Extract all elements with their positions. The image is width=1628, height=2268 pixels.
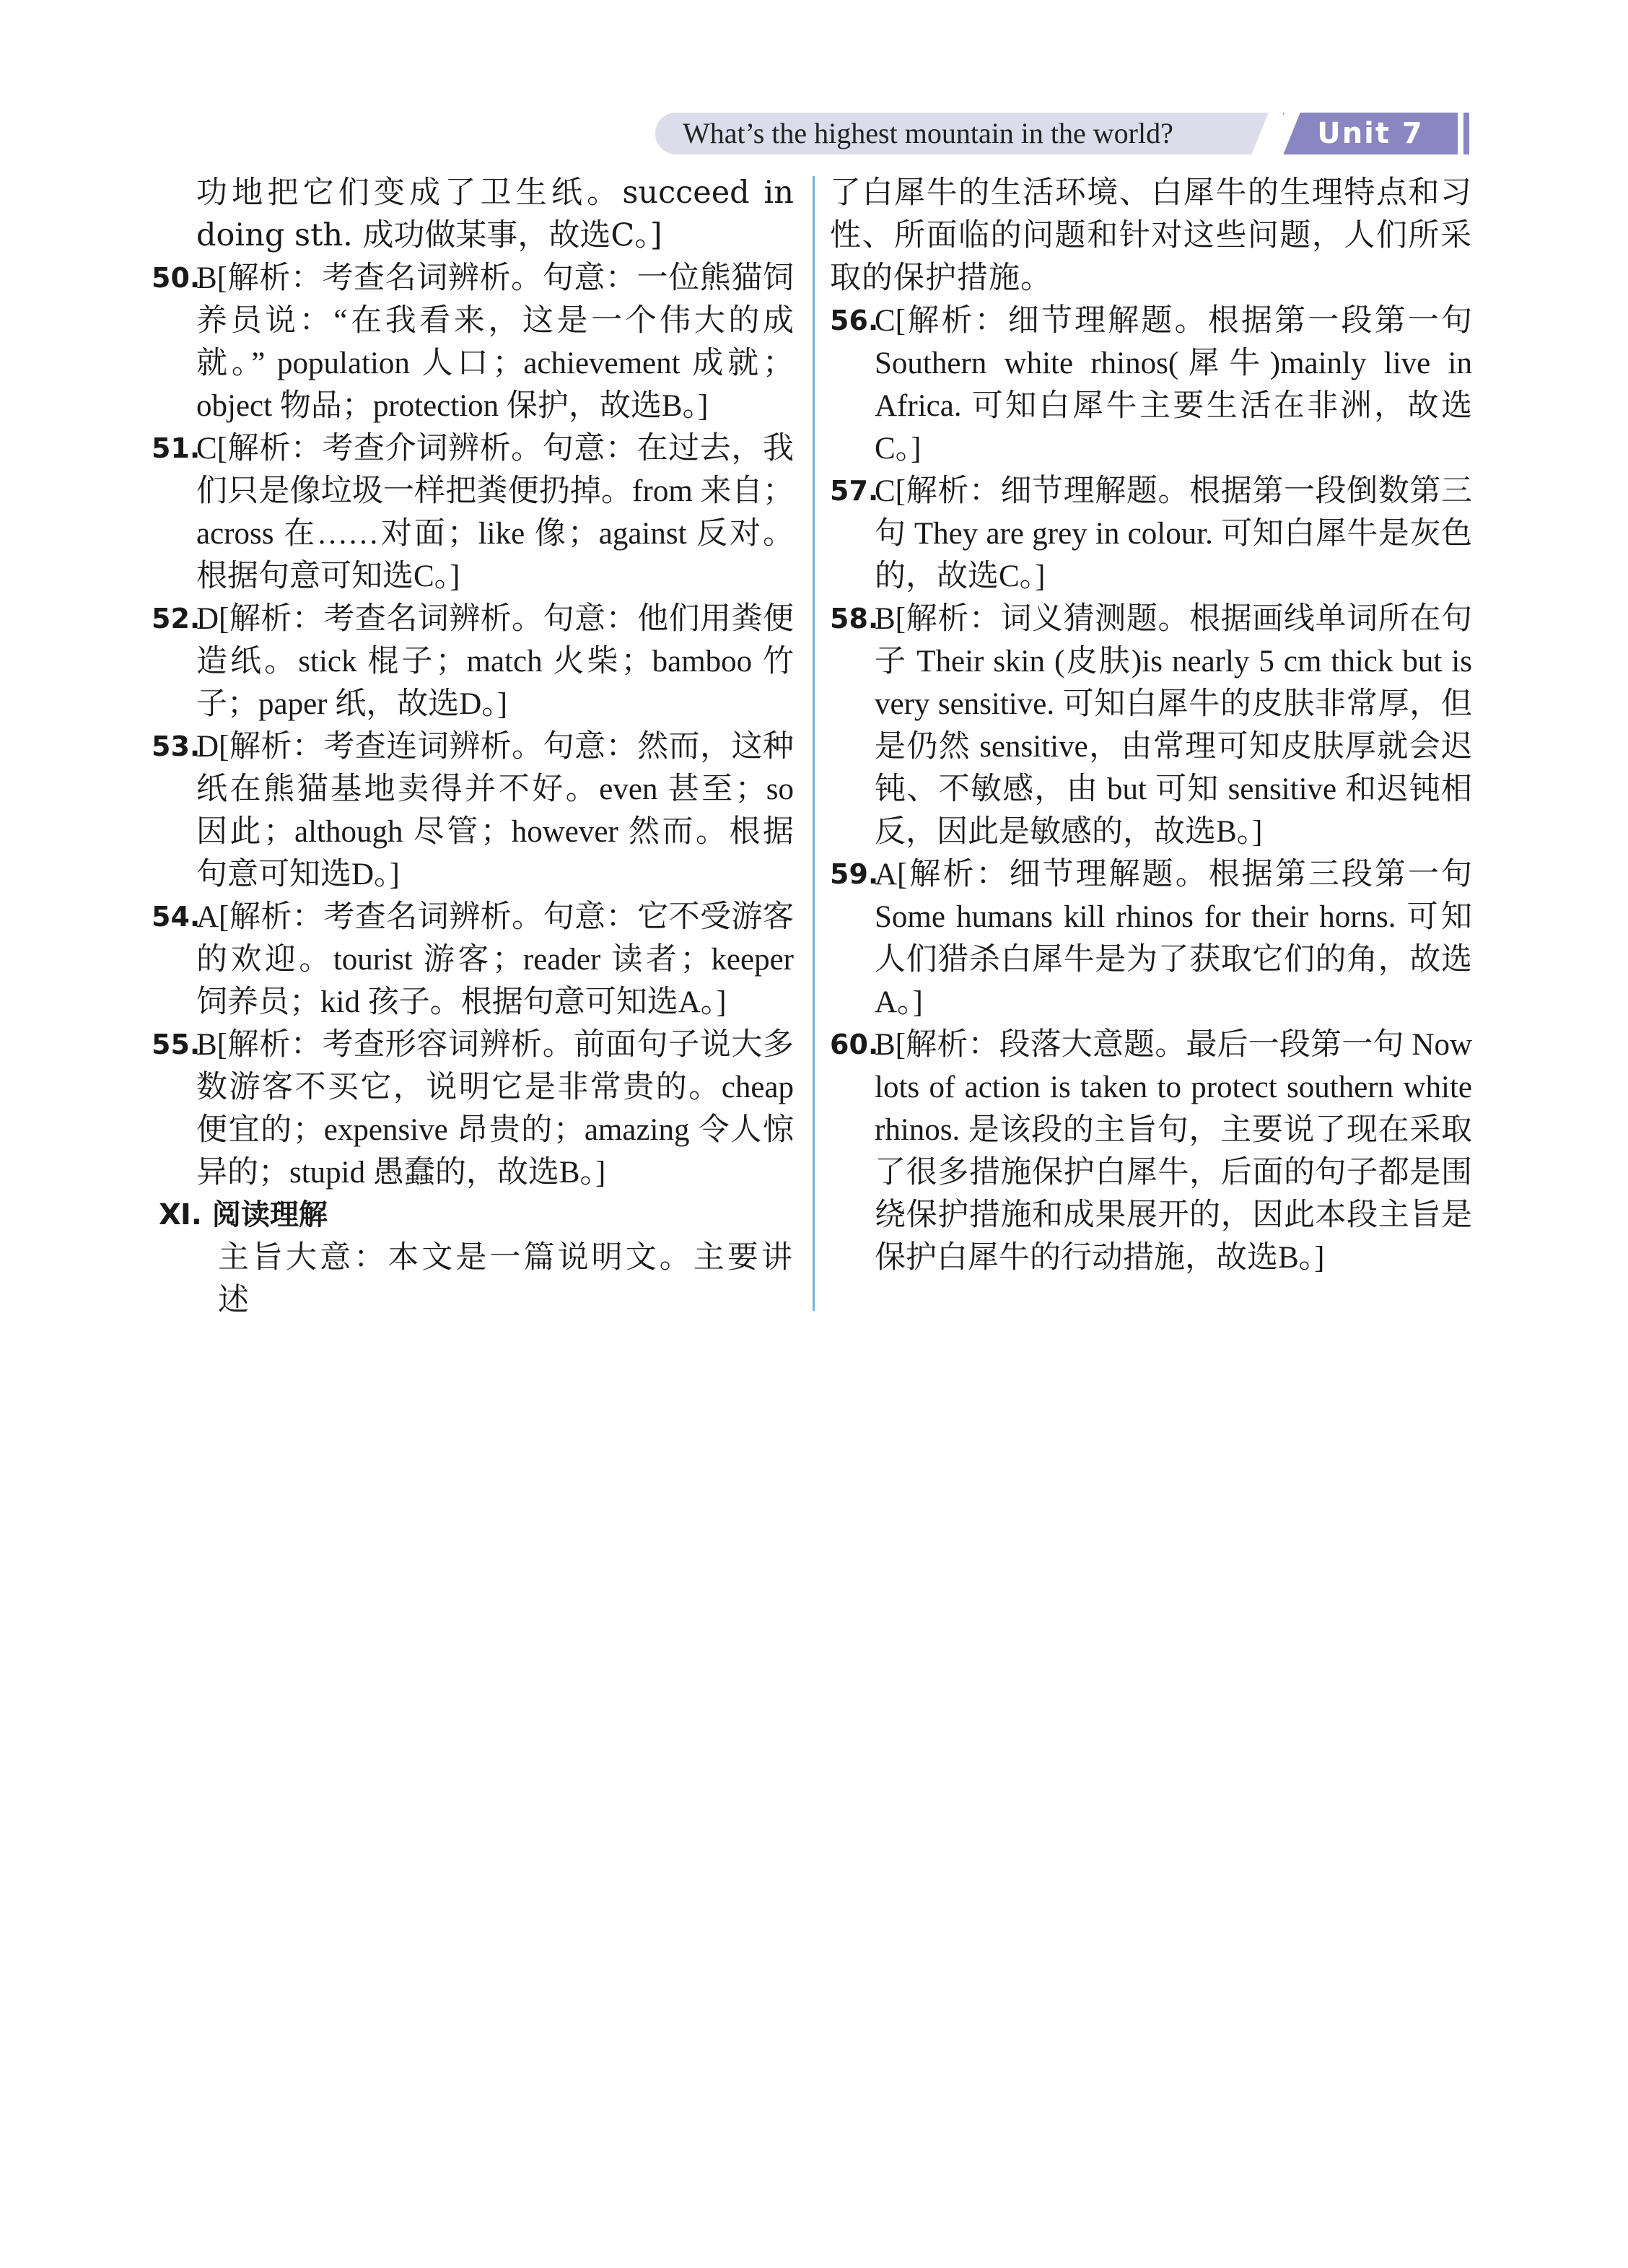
answer-item-56 [830, 300, 1472, 470]
question-number: 60. [830, 1029, 879, 1060]
answer-explanation: B[解析：词义猜测题。根据画线单词所在句子 Their skin (皮肤)is nearly 5 cm thick but is very sensitive. 可知白犀牛的皮肤非常厚，但是仍然 sensitive，由常理可知皮肤厚就会迟钝、不敏感，由 but 可知 sensitive 和迟钝相反，因此是敏感的，故选B。] [875, 602, 1472, 849]
left-column [152, 172, 794, 1322]
question-number: 55. [152, 1029, 201, 1060]
answer-explanation: D[解析：考查名词辨析。句意：他们用粪便造纸。stick 棍子；match 火柴；bamboo 竹子；paper 纸，故选D。] [196, 602, 794, 721]
answer-item-58 [830, 598, 1472, 853]
answer-explanation: C[解析：考查介词辨析。句意：在过去，我们只是像垃圾一样把粪便扔掉。from 来自；across 在……对面；like 像；against 反对。根据句意可知选C。] [196, 432, 794, 593]
answer-explanation: A[解析：考查名词辨析。句意：它不受游客的欢迎。tourist 游客；reader 读者；keeper 饲养员；kid 孩子。根据句意可知选A。] [196, 900, 794, 1019]
question-number: 50. [152, 262, 201, 294]
header-end-bar [1463, 113, 1469, 154]
answer-item-60 [830, 1024, 1472, 1279]
answer-explanation: C[解析：细节理解题。根据第一段第一句 Southern white rhinos(犀牛)mainly live in Africa. 可知白犀牛主要生活在非洲，故选C。] [875, 304, 1472, 466]
question-number: 51. [152, 432, 201, 464]
answer-item-50 [152, 257, 794, 427]
answer-item-53 [152, 725, 794, 896]
answer-explanation: D[解析：考查连词辨析。句意：然而，这种纸在熊猫基地卖得并不好。even 甚至；so 因此；although 尽管；however 然而。根据句意可知选D。] [196, 730, 794, 891]
answer-item-52 [152, 598, 794, 725]
unit-label: Unit 7 [1283, 113, 1458, 154]
main-idea-continuation: 了白犀牛的生活环境、白犀牛的生理特点和习性、所面临的问题和针对这些问题，人们所采取的保护措施。 [830, 175, 1472, 296]
question-number: 53. [152, 730, 201, 762]
answer-explanation: B[解析：考查形容词辨析。前面句子说大多数游客不买它，说明它是非常贵的。cheap 便宜的；expensive 昂贵的；amazing 令人惊异的；stupid 愚蠢的，故选B。] [196, 1028, 794, 1190]
question-number: 52. [152, 603, 201, 634]
question-number: 58. [830, 603, 879, 634]
column-divider [813, 176, 815, 1311]
answer-item-51 [152, 427, 794, 598]
running-header-title: What’s the highest mountain in the world? [655, 113, 1274, 154]
question-number: 57. [830, 475, 879, 507]
answer-continuation-49: 功地把它们变成了卫生纸。succeed in doing sth. 成功做某事，故选C。] [196, 175, 794, 253]
answer-explanation: A[解析：细节理解题。根据第三段第一句 Some humans kill rhinos for their horns. 可知人们猎杀白犀牛是为了获取它们的角，故选A。] [875, 858, 1472, 1019]
section-heading-reading: Ⅺ. 阅读理解 [159, 1198, 328, 1231]
answer-item-59 [830, 853, 1472, 1024]
right-column [830, 172, 1472, 1279]
answer-item-57 [830, 470, 1472, 598]
main-idea-summary: 主旨大意：本文是一篇说明文。主要讲述 [218, 1239, 794, 1318]
answer-explanation: B[解析：段落大意题。最后一段第一句 Now lots of action is taken to protect southern white rhinos. 是该段的主旨句，主要说了现在采取了很多措施保护白犀牛，后面的句子都是围绕保护措施和成果展开的，因此本段主旨是保护白犀牛的行动措施，故选B。] [875, 1028, 1472, 1275]
question-number: 59. [830, 858, 879, 890]
question-number: 54. [152, 901, 201, 933]
answer-item-54 [152, 896, 794, 1024]
answer-explanation: C[解析：细节理解题。根据第一段倒数第三句 They are grey in colour. 可知白犀牛是灰色的，故选C。] [875, 474, 1472, 593]
answer-item-55 [152, 1024, 794, 1194]
answer-explanation: B[解析：考查名词辨析。句意：一位熊猫饲养员说：“在我看来，这是一个伟大的成就。” population 人口；achievement 成就；object 物品；protection 保护，故选B。] [196, 261, 794, 423]
question-number: 56. [830, 305, 879, 336]
